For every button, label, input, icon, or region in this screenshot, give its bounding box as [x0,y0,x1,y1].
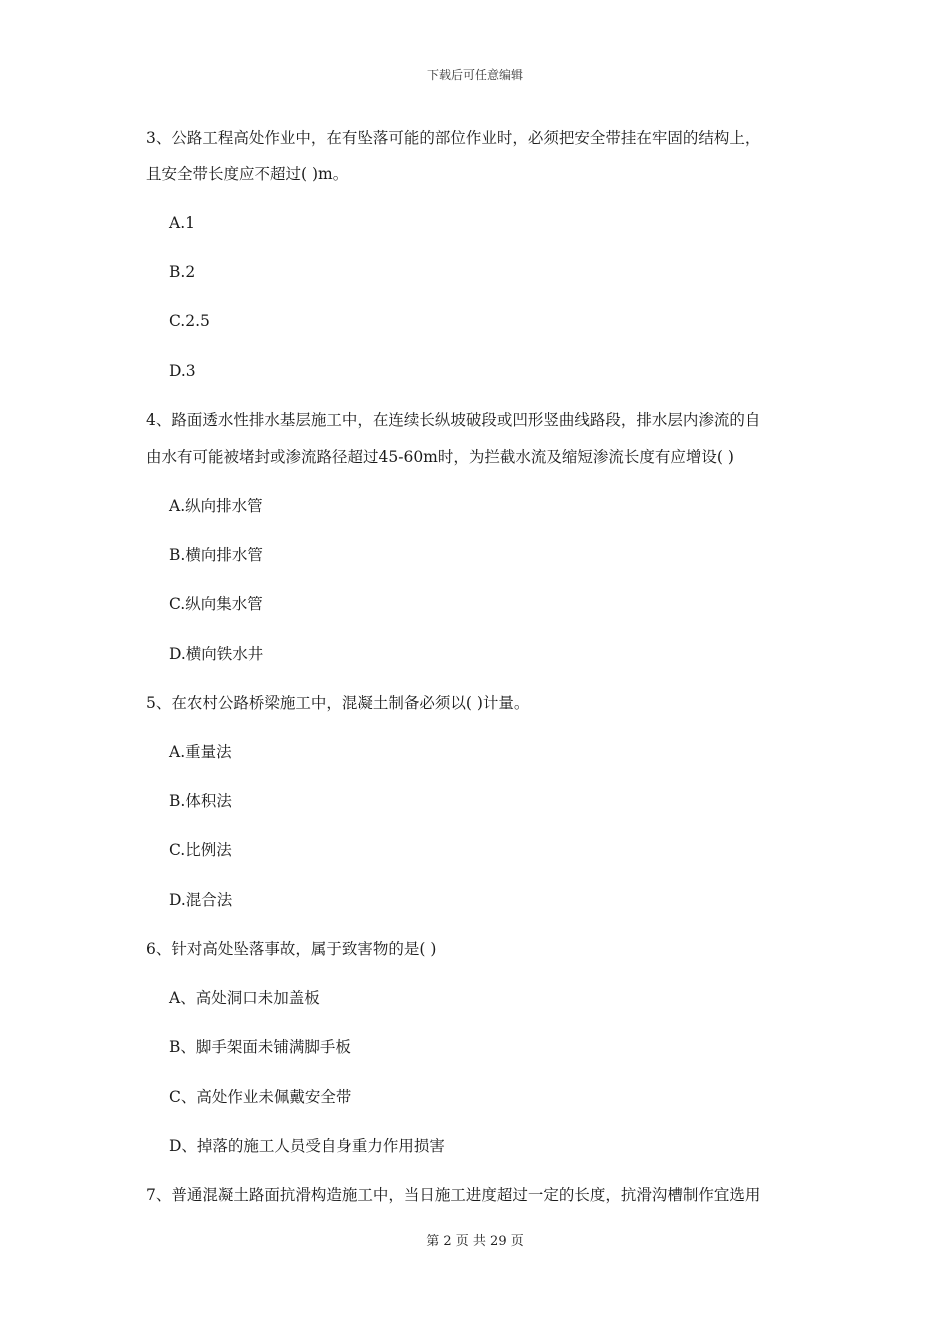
question-6-option-d: D、掉落的施工人员受自身重力作用损害 [169,1137,445,1155]
question-6-line-1: 6、针对高处坠落事故，属于致害物的是( ) [146,940,437,958]
question-4-option-c: C.纵向集水管 [169,595,263,613]
question-5-option-d: D.混合法 [169,891,233,909]
question-3-option-b: B.2 [169,263,196,281]
page-footer: 第 2 页 共 29 页 [426,1234,524,1249]
question-4-option-a: A.纵向排水管 [169,497,263,515]
question-6-option-c: C、高处作业未佩戴安全带 [169,1088,352,1106]
question-4-option-d: D.横向铁水井 [169,645,264,663]
question-7-line-1: 7、普通混凝土路面抗滑构造施工中，当日施工进度超过一定的长度，抗滑沟槽制作宜选用 [146,1186,761,1204]
question-3-option-a: A.1 [169,214,195,232]
question-3-option-d: D.3 [169,362,196,380]
question-4-line-2: 由水有可能被堵封或渗流路径超过45-60m时，为拦截水流及缩短渗流长度有应增设( ) [146,448,734,466]
question-4-line-1: 4、路面透水性排水基层施工中，在连续长纵坡破段或凹形竖曲线路段，排水层内渗流的自 [146,411,761,429]
question-5-line-1: 5、在农村公路桥梁施工中，混凝土制备必须以( )计量。 [146,694,530,712]
header-note: 下载后可任意编辑 [426,68,523,82]
question-3-line-2: 且安全带长度应不超过( )m。 [146,165,349,183]
question-5-option-b: B.体积法 [169,792,232,810]
question-6-option-b: B、脚手架面未铺满脚手板 [169,1038,351,1056]
question-6-option-a: A、高处洞口未加盖板 [169,989,320,1007]
question-5-option-c: C.比例法 [169,841,232,859]
question-3-option-c: C.2.5 [169,312,210,330]
question-5-option-a: A.重量法 [169,743,232,761]
question-4-option-b: B.横向排水管 [169,546,263,564]
question-3-line-1: 3、公路工程高处作业中，在有坠落可能的部位作业时，必须把安全带挂在牢固的结构上， [146,129,761,147]
